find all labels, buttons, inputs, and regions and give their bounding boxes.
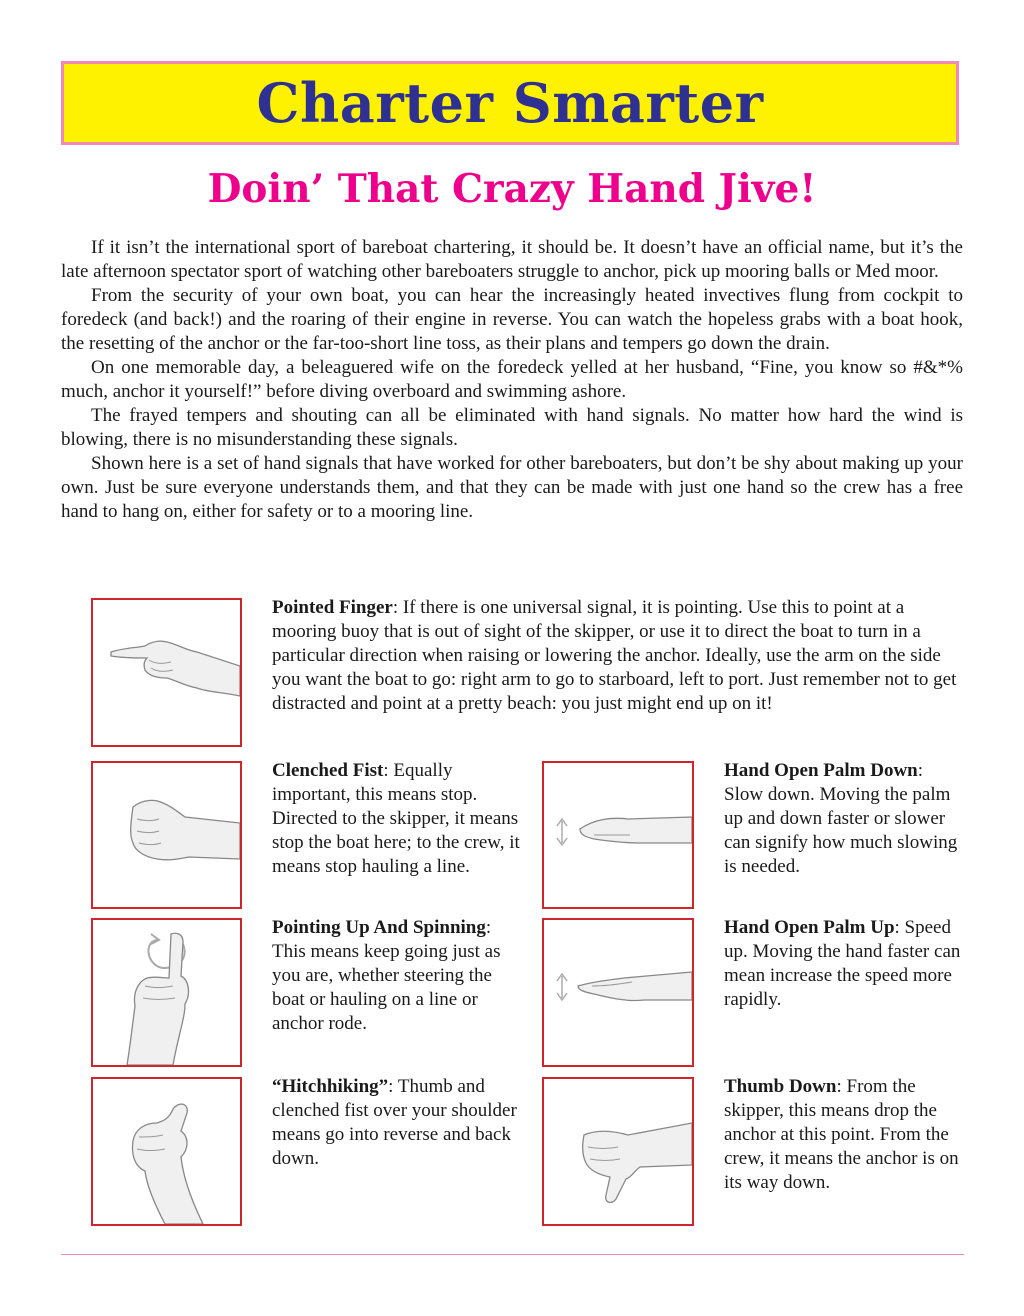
up-down-arrow-icon <box>557 819 567 845</box>
intro-paragraph: From the security of your own boat, you can hear the increasingly heated invectives flung from cockpit to foredeck (and back!) and the roaring of their engine in reverse. You can watch the hopeless grabs with a boat hook, the resetting of the anchor or the far-too-short line toss, as their plans and tempers go down the drain. <box>61 285 963 354</box>
clenched-fist-description <box>272 759 522 879</box>
signal-text: : From the skipper, this means drop the anchor at this point. From the crew, it means the anchor is on its way down. <box>724 1076 959 1193</box>
intro-paragraph: If it isn’t the international sport of bareboat chartering, it should be. It doesn’t have an official name, but it’s the late afternoon spectator sport of watching other bareboaters struggle to anchor, pick up mooring balls or Med moor. <box>61 237 963 282</box>
signal-name: Hand Open Palm Up <box>724 917 895 938</box>
signal-text: : If there is one universal signal, it is pointing. Use this to point at a mooring buoy that is out of sight of the skipper, or use it to direct the boat to turn in a particular direction when raising or lowering the anchor. Ideally, use the arm on the side you want the boat to go: right arm to go to starboard, left to port. Just remember not to get distracted and point at a pretty beach: you just might end up on it! <box>272 597 957 714</box>
palm-up-hand-icon <box>544 920 692 1065</box>
signal-name: Thumb Down <box>724 1076 837 1097</box>
footer-divider <box>61 1254 964 1255</box>
pointed-finger-description <box>272 596 964 716</box>
pointed-finger-illustration <box>91 598 242 747</box>
clenched-fist-illustration <box>91 761 242 909</box>
palm-down-hand-icon <box>544 763 692 907</box>
thumb-down-description <box>724 1075 964 1195</box>
pointing-up-illustration <box>91 918 242 1067</box>
up-down-arrow-icon <box>557 974 567 1000</box>
signal-name: “Hitchhiking” <box>272 1076 389 1097</box>
signal-name: Clenched Fist <box>272 760 384 781</box>
thumb-down-illustration <box>542 1077 694 1226</box>
banner-title: Charter Smarter <box>256 71 764 135</box>
banner <box>61 61 959 145</box>
intro-paragraph: Shown here is a set of hand signals that have worked for other bareboaters, but don’t be shy about making up your own. Just be sure everyone understands them, and that they can be made with just one hand so the crew has a free hand to hang on, either for safety or to a mooring line. <box>61 453 963 522</box>
palm-down-description <box>724 759 964 879</box>
palm-up-illustration <box>542 918 694 1067</box>
intro-text <box>61 236 963 524</box>
signal-name: Hand Open Palm Down <box>724 760 918 781</box>
clenched-fist-icon <box>93 763 240 907</box>
signal-text: : Speed up. Moving the hand faster can mean increase the speed more rapidly. <box>724 917 961 1010</box>
signal-name: Pointing Up And Spinning <box>272 917 486 938</box>
hitchhiking-illustration <box>91 1077 242 1226</box>
pointed-finger-hand-icon <box>93 600 240 745</box>
signal-text: : Thumb and clenched fist over your shoulder means go into reverse and back down. <box>272 1076 517 1169</box>
signal-name: Pointed Finger <box>272 597 393 618</box>
thumb-down-icon <box>544 1079 692 1224</box>
palm-up-description <box>724 916 964 1012</box>
hitchhiking-thumb-icon <box>93 1079 240 1224</box>
signal-text: : Equally important, this means stop. Directed to the skipper, it means stop the boat here; to the crew, it means stop hauling a line. <box>272 760 520 877</box>
palm-down-illustration <box>542 761 694 909</box>
intro-paragraph: The frayed tempers and shouting can all be eliminated with hand signals. No matter how hard the wind is blowing, there is no misunderstanding these signals. <box>61 405 963 450</box>
pointing-up-spinning-icon <box>93 920 240 1065</box>
signal-text: : This means keep going just as you are, whether steering the boat or hauling on a line or anchor rode. <box>272 917 501 1034</box>
hitchhiking-description <box>272 1075 522 1171</box>
signal-text: : Slow down. Moving the palm up and down faster or slower can signify how much slowing is needed. <box>724 760 958 877</box>
pointing-up-description <box>272 916 522 1036</box>
article-title: Doin’ That Crazy Hand Jive! <box>207 166 817 212</box>
intro-paragraph: On one memorable day, a beleaguered wife on the foredeck yelled at her husband, “Fine, you know so #&*% much, anchor it yourself!” before diving overboard and swimming ashore. <box>61 357 963 402</box>
